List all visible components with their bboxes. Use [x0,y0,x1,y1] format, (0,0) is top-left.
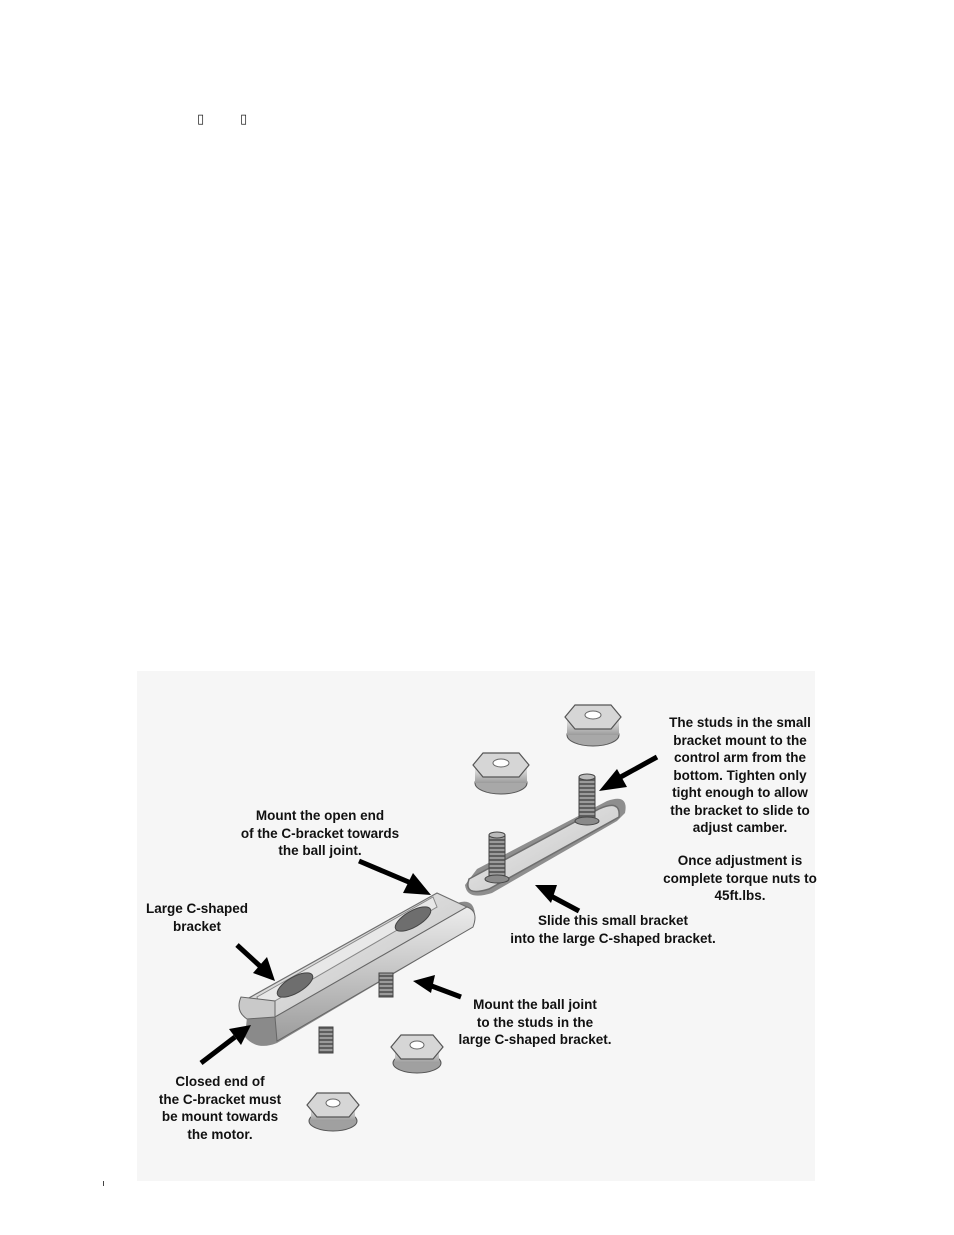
callout-large-bracket: Large C-shaped bracket [145,901,249,934]
flange-nut-lower-center [391,1035,443,1073]
flange-nut-upper-left [473,753,529,794]
callout-torque-spec: Once adjustment is complete torque nuts to 45ft.lbs. [663,853,817,903]
arrow-to-small-bracket-edge [535,885,579,911]
arrow-to-closed-end [201,1025,251,1063]
callout-ball-joint: Mount the ball joint to the studs in the large C-shaped bracket. [458,997,612,1047]
callout-slide-small-bracket: Slide this small bracket into the large C-shaped bracket. [510,913,716,946]
missing-glyph-icon: ▯ [197,112,205,127]
callout-closed-end: Closed end of the C-bracket must be mount towards the motor. [158,1074,282,1142]
small-bracket-stud-rear [575,774,599,825]
arrow-to-open-end [359,861,431,895]
flange-nut-lower-left [307,1093,359,1131]
missing-glyph-icon: ▯ [240,112,248,127]
page-mark [103,1181,104,1186]
large-bracket-stud-left [319,1027,333,1053]
arrow-to-ball-joint-studs [413,975,461,997]
flange-nut-upper-right [565,705,621,746]
bracket-assembly-diagram [137,671,815,1181]
callout-open-end: Mount the open end of the C-bracket towards the ball joint. [240,808,400,858]
large-bracket-stud-right [379,973,393,997]
arrow-to-large-bracket [237,945,275,981]
callout-small-bracket-studs: The studs in the small bracket mount to the control arm from the bottom. Tighten only tight enough to allow the bracket to slide to adjust camber. [669,715,811,835]
small-bracket-stud-front [485,832,509,883]
